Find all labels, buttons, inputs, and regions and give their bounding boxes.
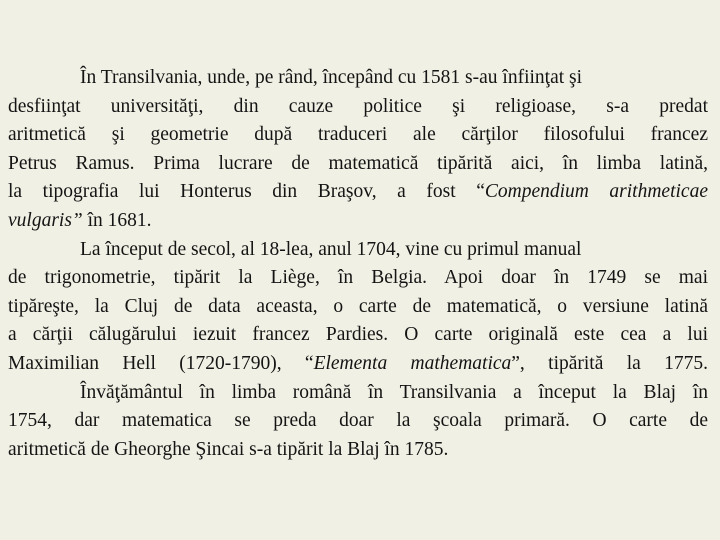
- text-segment: a cărţii călugărului iezuit francez Pardies. O carte originală este cea a lui: [8, 324, 708, 346]
- paragraph: [8, 236, 708, 379]
- text-line: [8, 207, 708, 236]
- text-segment: Petrus Ramus. Prima lucrare de matematică tipărită aici, în limba latină,: [8, 152, 708, 174]
- text-line: [8, 293, 708, 322]
- text-line: [8, 64, 708, 93]
- text-segment: desfiinţat universităţi, din cauze politice şi religioase, s-a predat: [8, 95, 708, 117]
- text-line: [8, 178, 708, 207]
- text-segment: La început de secol, al 18-lea, anul 1704, vine cu primul manual: [80, 238, 582, 260]
- text-line: [8, 150, 708, 179]
- text-line: [8, 121, 708, 150]
- text-line: [8, 264, 708, 293]
- paragraph: [8, 64, 708, 236]
- text-segment: aritmetică şi geometrie după traduceri ale cărţilor filosofului francez: [8, 124, 708, 146]
- text-line: [8, 350, 708, 379]
- text-segment: ”, tipărită la 1775.: [511, 352, 708, 374]
- text-segment: în 1681.: [82, 209, 152, 231]
- text-line: [8, 93, 708, 122]
- text-segment: Învăţământul în limba română în Transilvania a început la Blaj în: [80, 381, 708, 403]
- text-segment: În Transilvania, unde, pe rând, începând cu 1581 s-au înfiinţat şi: [80, 67, 583, 88]
- italic-title-text: Compendium arithmeticae: [484, 181, 708, 203]
- italic-title-text: vulgaris”: [8, 209, 83, 231]
- italic-title-text: Elementa mathematica: [313, 352, 512, 374]
- text-segment: 1754, dar matematica se preda doar la şcoala primară. O carte de: [8, 410, 708, 432]
- text-line: [8, 379, 708, 408]
- text-segment: la tipografia lui Honterus din Braşov, a fost “: [8, 181, 485, 203]
- text-segment: de trigonometrie, tipărit la Liège, în Belgia. Apoi doar în 1749 se mai: [8, 267, 708, 289]
- text-segment: aritmetică de Gheorghe Şincai s-a tipărit la Blaj în 1785.: [8, 438, 449, 460]
- document-body: [8, 64, 708, 464]
- text-line: [8, 236, 708, 265]
- text-segment: tipăreşte, la Cluj de data aceasta, o carte de matematică, o versiune latină: [8, 295, 708, 317]
- text-line: [8, 407, 708, 436]
- text-line: [8, 321, 708, 350]
- paragraph: [8, 379, 708, 465]
- text-segment: Maximilian Hell (1720-1790), “: [8, 352, 314, 374]
- text-line: [8, 436, 708, 465]
